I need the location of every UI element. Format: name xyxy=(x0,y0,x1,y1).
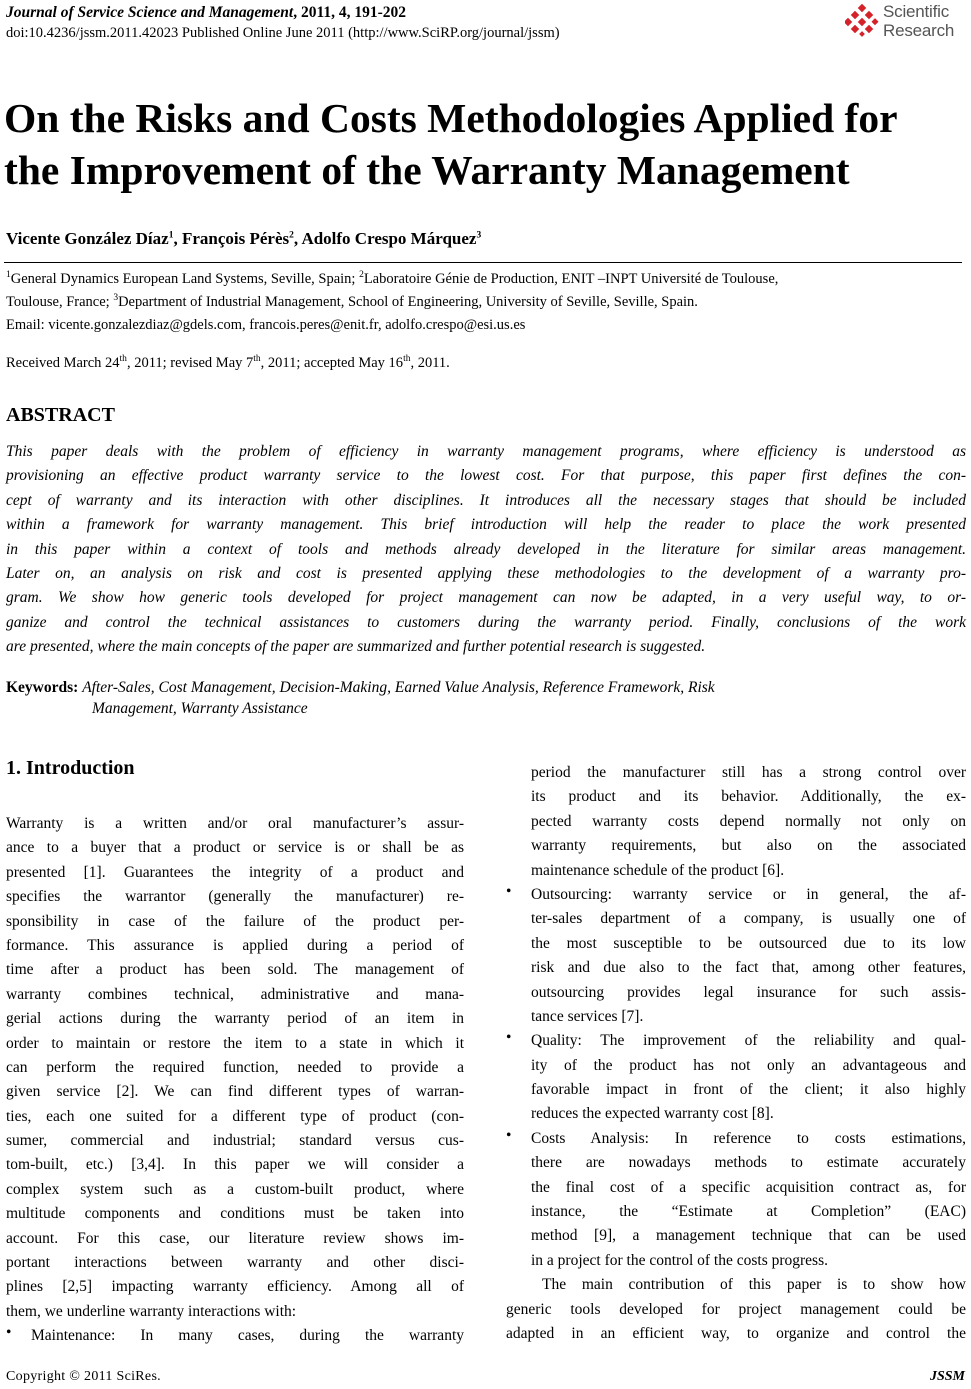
header-divider xyxy=(4,262,962,263)
body-line: generic tools developed for project management could be xyxy=(506,1300,966,1318)
body-line: plines [2,5] impacting warranty efficiency. Among all of xyxy=(6,1278,464,1296)
keywords-label: Keywords: xyxy=(6,679,79,696)
affiliation-line: Toulouse, France; $^3$Department of Industrial Management, School of Engineering, University of Seville, Seville, Spain. xyxy=(6,293,698,310)
abstract-line: within a framework for warranty management. This brief introduction will help the reader to place the work presented xyxy=(6,516,966,534)
body-line: them, we underline warranty interactions with: xyxy=(6,1302,297,1320)
abstract-body xyxy=(6,440,966,660)
body-line: gerial actions during the warranty period of an item in xyxy=(6,1010,464,1028)
body-line: Warranty is a written and/or oral manufacturer’s assur- xyxy=(6,815,464,832)
body-line: there are nowadays methods to estimate accurately xyxy=(531,1154,966,1172)
body-line: risk and due also to the fact that, among other features, xyxy=(531,959,966,977)
publisher-logo-mark xyxy=(845,4,879,38)
body-line: warranty combines technical, administrative and mana- xyxy=(6,985,464,1003)
body-line: portant interactions between warranty and other disci- xyxy=(6,1254,464,1272)
author-name: Adolfo Crespo Márquez xyxy=(301,229,477,248)
bullet-icon: • xyxy=(506,882,512,900)
body-line: Outsourcing: warranty service or in general, the af- xyxy=(531,885,966,903)
keywords-list: After-Sales, Cost Management, Decision-Making, Earned Value Analysis, Reference Framework, Risk xyxy=(82,679,715,696)
body-column-right xyxy=(506,761,966,1346)
abstract-line: Later on, an analysis on risk and cost is presented applying these methodologies to the development of a warranty pro- xyxy=(6,564,966,582)
body-line: can perform the required function, needed to provide a xyxy=(6,1058,464,1076)
body-column-left xyxy=(6,812,464,1349)
body-line: the final cost of a specific acquisition contract as, for xyxy=(531,1178,966,1196)
abstract-line: This paper deals with the problem of efficiency in warranty management programs, where efficiency is understood as xyxy=(6,443,966,460)
abstract-heading: ABSTRACT xyxy=(6,404,115,426)
body-line: period the manufacturer still has a strong control over xyxy=(531,764,966,781)
body-line: ties, each one suited for a different type of product (con- xyxy=(6,1107,464,1125)
body-line: given service [2]. We can find different types of warran- xyxy=(6,1083,464,1101)
body-line: Costs Analysis: In reference to costs estimations, xyxy=(531,1129,966,1147)
body-line: outsourcing provides legal insurance for such assis- xyxy=(531,983,966,1001)
keywords xyxy=(6,676,715,700)
body-line: pected warranty costs depend normally not only on xyxy=(531,812,966,830)
abstract-line: in this paper within a context of tools and methods already developed in the literature for similar areas management. xyxy=(6,540,966,558)
body-line: specifies the warrantor (generally the manufacturer) re- xyxy=(6,888,464,906)
body-line: multitude components and conditions must be taken into xyxy=(6,1205,464,1223)
bullet-item-costs-analysis xyxy=(506,1127,966,1273)
journal-volume: , 2011, 4, 191-202 xyxy=(293,4,406,21)
abstract-line: provisioning an effective product warranty service to the lowest cost. For that purpose, this paper first defines the con- xyxy=(6,467,966,485)
bullet-icon: • xyxy=(6,1324,12,1342)
body-line: sumer, commercial and industrial; standard versus cus- xyxy=(6,1132,464,1150)
body-line: formance. This assurance is applied during a period of xyxy=(6,936,464,954)
keywords-list-continued: Management, Warranty Assistance xyxy=(92,700,308,717)
body-line: reduces the expected warranty cost [8]. xyxy=(531,1105,774,1123)
received-dates: Received March 24th, 2011; revised May 7th, 2011; accepted May 16th, 2011. xyxy=(6,354,450,371)
body-line: complex system such as a custom-built product, where xyxy=(6,1180,464,1198)
body-line: its product and its behavior. Additionally, the ex- xyxy=(531,788,966,806)
body-line: method [9], a management technique that can be used xyxy=(531,1227,966,1245)
body-line: Maintenance: In many cases, during the warranty xyxy=(31,1327,464,1345)
paper-title: On the Risks and Costs Methodologies Applied for the Improvement of the Warranty Management xyxy=(4,95,898,193)
copyright-notice: Copyright © 2011 SciRes. xyxy=(6,1369,161,1384)
body-line: the most susceptible to be outsourced due to its low xyxy=(531,934,966,952)
author-name: Vicente González Díaz xyxy=(6,229,169,248)
abstract-line: ganize and control the technical assistances to customers during the warranty period. Finally, conclusions of the work xyxy=(6,613,966,631)
journal-citation xyxy=(6,4,406,22)
author-list: Vicente González Díaz$^1$, François Pérès$^2$, Adolfo Crespo Márquez$^3$ xyxy=(6,229,482,248)
bullet-icon: • xyxy=(506,1029,512,1047)
body-line: The main contribution of this paper is to show how xyxy=(542,1276,966,1294)
doi-line: doi:10.4236/jssm.2011.42023 Published Online June 2011 (http://www.SciRP.org/journal/jssm) xyxy=(6,25,560,41)
body-line: maintenance schedule of the product [6]. xyxy=(531,861,785,879)
section-heading: 1. Introduction xyxy=(6,757,135,779)
body-line: warranty requirements, but also on the associated xyxy=(531,837,966,855)
body-line: adapted in an efficient way, to organize and control the xyxy=(506,1324,966,1342)
author-name: François Pérès xyxy=(181,229,290,248)
abstract-line: are presented, where the main concepts of the paper are summarized and further potential research is suggested. xyxy=(6,638,706,656)
publisher-logo-text: Scientific Research xyxy=(883,2,955,40)
body-line: presented [1]. Guarantees the integrity of a product and xyxy=(6,863,464,881)
journal-name: Journal of Service Science and Management xyxy=(6,4,294,21)
body-line: time after a product has been sold. The management of xyxy=(6,961,464,979)
body-line: favorable impact in front of the client; it also highly xyxy=(531,1081,966,1099)
body-line: Quality: The improvement of the reliability and qual- xyxy=(531,1032,966,1050)
bullet-item-outsourcing xyxy=(506,883,966,1029)
abstract-line: cept of warranty and its interaction with other disciplines. It introduces all the necessary stages that should be included xyxy=(6,491,966,509)
bullet-item-quality xyxy=(506,1029,966,1127)
body-line: order to maintain or restore the item to a state in which it xyxy=(6,1034,464,1052)
paragraph xyxy=(506,1273,966,1346)
publisher-logo xyxy=(845,2,965,44)
bullet-item-maintenance xyxy=(6,1324,464,1348)
bullet-item-maintenance-continued xyxy=(506,761,966,883)
email-line: Email: vicente.gonzalezdiaz@gdels.com, francois.peres@enit.fr, adolfo.crespo@esi.us.es xyxy=(6,317,526,333)
body-line: tom-built, etc.) [3,4]. In this paper we will consider a xyxy=(6,1156,464,1174)
body-line: ter-sales department of a company, is usually one of xyxy=(531,910,966,928)
body-line: in a project for the control of the costs progress. xyxy=(531,1251,828,1269)
body-line: sponsibility in case of the failure of the product per- xyxy=(6,912,464,930)
body-line: account. For this case, our literature review shows im- xyxy=(6,1229,464,1247)
abstract-line: gram. We show how generic tools developed for project management can now be adapted, in a very useful way, to or- xyxy=(6,589,966,607)
body-line: ity of the product has not only an advantageous and xyxy=(531,1056,966,1074)
body-line: instance, the “Estimate at Completion” (EAC) xyxy=(531,1203,966,1221)
body-line: ance to a buyer that a product or service is or shall be as xyxy=(6,839,464,857)
affiliation-line: $^1$General Dynamics European Land Systems, Seville, Spain; $^2$Laboratoire Génie de Production, ENIT –INPT Université de Toulouse, xyxy=(6,270,779,287)
bullet-icon: • xyxy=(506,1126,512,1144)
body-line: tance services [7]. xyxy=(531,1007,644,1025)
journal-abbreviation: JSSM xyxy=(929,1369,965,1384)
